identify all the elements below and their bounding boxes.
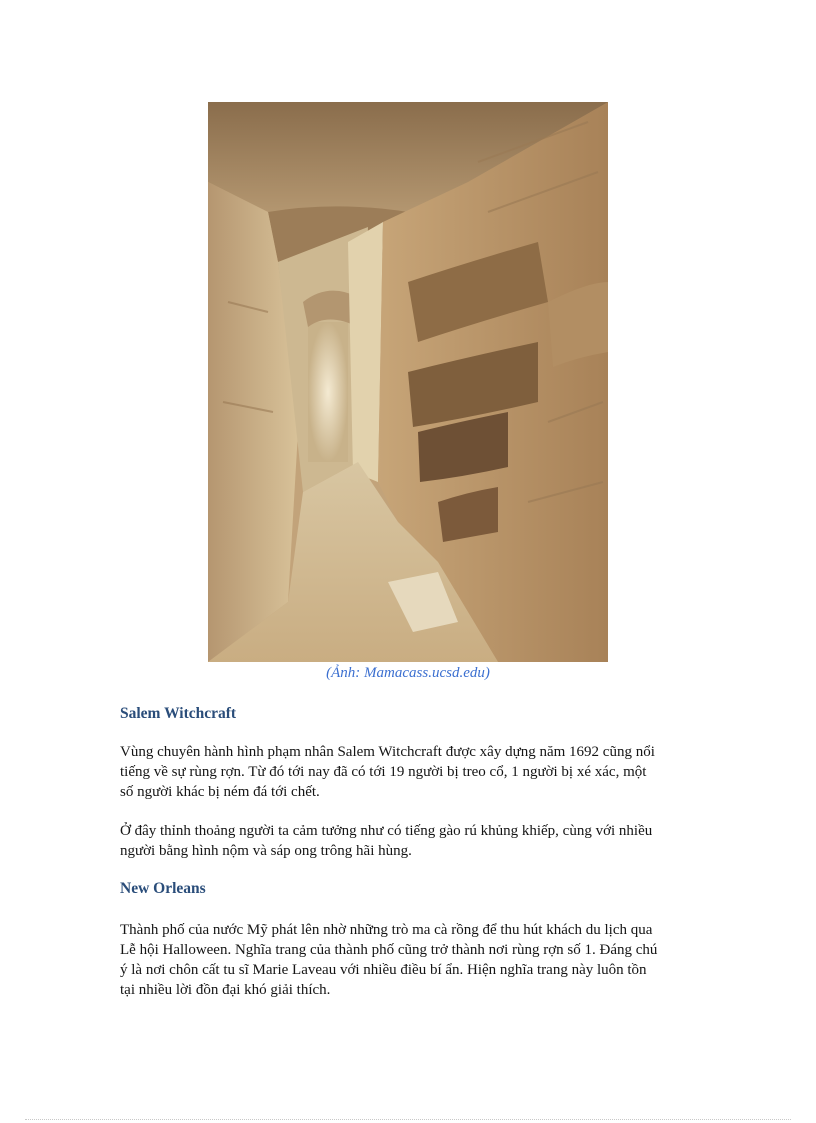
paragraph (120, 821, 692, 861)
text-line: ý là nơi chôn cất tu sĩ Marie Laveau với nhiều điều bí ẩn. Hiện nghĩa trang này luôn tồn (120, 962, 647, 978)
text-line: số người khác bị ném đá tới chết. (120, 784, 320, 800)
paragraph (120, 920, 692, 1000)
text-line: người bằng hình nộm và sáp ong trông hãi hùng. (120, 843, 412, 859)
text-line: tiếng về sự rùng rợn. Từ đó tới nay đã có tới 19 người bị treo cổ, 1 người bị xé xác, một (120, 764, 647, 780)
section-heading-salem: Salem Witchcraft (120, 705, 237, 722)
text-line: Lễ hội Halloween. Nghĩa trang của thành phố cũng trở thành nơi rùng rợn số 1. Đáng chú (120, 942, 658, 958)
text-line: Vùng chuyên hành hình phạm nhân Salem Witchcraft được xây dựng năm 1692 cũng nổi (120, 744, 655, 760)
text-line: Ở đây thỉnh thoảng người ta cảm tưởng như có tiếng gào rú khủng khiếp, cùng với nhiều (120, 823, 653, 839)
section-heading-new-orleans: New Orleans (120, 880, 206, 897)
image-caption: (Ảnh: Mamacass.ucsd.edu) (326, 665, 490, 681)
page-bottom-divider (25, 1119, 791, 1120)
paragraph (120, 742, 692, 802)
text-line: Thành phố của nước Mỹ phát lên nhờ những trò ma cà rồng để thu hút khách du lịch qua (120, 922, 653, 938)
catacomb-photo (208, 102, 608, 662)
text-line: tại nhiều lời đồn đại khó giải thích. (120, 982, 331, 998)
